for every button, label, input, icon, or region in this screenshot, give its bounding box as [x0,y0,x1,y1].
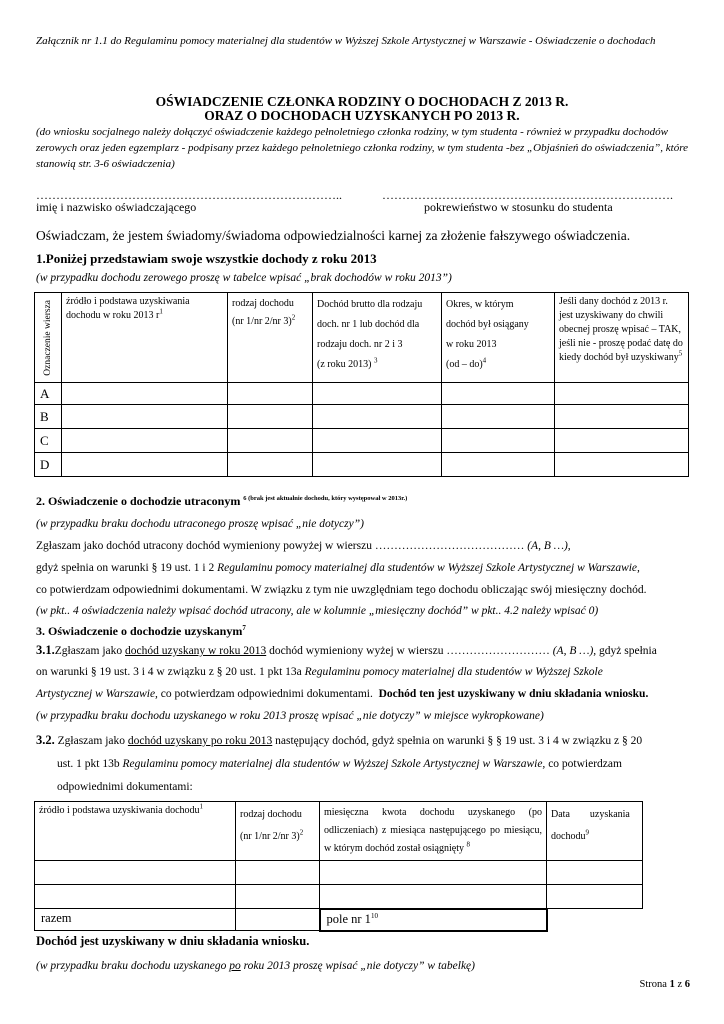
total-row [35,909,643,931]
col-date-label-2: dochodu [551,831,586,842]
table-row [35,383,689,405]
header-cell [320,802,547,861]
col-period-line4: (od – do) [446,359,483,370]
table-row [35,885,643,909]
p32-line3: odpowiednimi dokumentami: [57,781,193,793]
income-after-2013-table [34,801,643,932]
p32-regulation-ref: Regulaminu pomocy materialnej dla studentów w Wyższej Szkole Artystycznej w Warszawie, [122,758,546,770]
p32-line1 [36,733,642,748]
cell-period-d[interactable] [442,453,555,477]
cell-gross-b[interactable] [313,405,442,429]
cell-monthly-2[interactable] [320,885,547,909]
table-header-row [35,802,643,861]
section3-heading: 3. Oświadczenie o dochodzie uzyskanym [36,624,243,638]
p31-regulation-ref-end: Artystycznej w Warszawie, [36,688,158,700]
final-note: (w przypadku braku dochodu uzyskanego po roku 2013 proszę wpisać „nie dotyczy” w tabelkę) [36,960,475,972]
section3-footnote: 7 [242,624,246,633]
row-label-d: D [35,453,62,477]
cell-date-1[interactable] [547,861,643,885]
footnote-ref: 10 [370,911,378,920]
cell-type-1[interactable] [236,861,320,885]
final-note-u: po [229,960,241,972]
cell-source-d[interactable] [62,453,228,477]
declaration: Oświadczam, że jestem świadomy/świadoma odpowiedzialności karnej za złożenie fałszywego oświadczenia. [36,228,631,243]
footnote-ref: 8 [466,840,470,849]
section2-row-ref: (A, B …), [527,540,571,552]
header-cell [555,293,689,383]
footnote-ref: 9 [585,828,589,837]
section2-heading: 2. Oświadczenie o dochodzie utraconym [36,494,241,508]
footnote-ref: 1 [159,307,163,316]
header-cell [35,802,236,861]
col-gross-line3: rodzaju doch. nr 2 i 3 [317,339,403,350]
header-cell [228,293,313,383]
page-current: 1 [669,979,675,990]
footnote-ref: 1 [199,802,204,811]
p31-text-a: Zgłaszam jako [54,645,123,657]
p32-number: 3.2. [36,733,55,747]
cell-source-b[interactable] [62,405,228,429]
section1-note: (w przypadku dochodu zerowego proszę w tabelce wpisać „brak dochodów w roku 2013”) [36,272,452,284]
table-header-row [35,293,689,383]
p31-number: 3.1. [36,643,55,657]
p31-text-b: dochód wymieniony wyżej w wierszu ……………………… [269,645,550,657]
cell-gross-c[interactable] [313,429,442,453]
title-line-1: OŚWIADCZENIE CZŁONKA RODZINY O DOCHODACH Z 2013 R. [155,94,569,109]
cell-source-1[interactable] [35,861,236,885]
section2-note2: (w pkt.. 4 oświadczenia należy wpisać dochód utracony, ale w kolumnie „miesięczny dochód” w pkt.. 4.2 należy wpisać 0) [36,605,599,617]
row-label-b: B [35,405,62,429]
subtitle: (do wniosku socjalnego należy dołączyć oświadczenie każdego pełnoletniego członka rodziny, w tym studenta - również w przypadku dochodów zerowych oraz jeden egzemplarz - podpisany przez każdego pełnoletniego członka rodziny, w tym studenta -bez „Objaśnień do oświadczenia”, które stanowią str. 3-6 oświadczenia) [36,126,688,170]
section2-heading-block [36,494,407,509]
footnote-ref: 5 [678,349,683,358]
section2-footnote: 6 (brak jest aktualnie dochodu, który występował w 2013r.) [243,495,408,503]
footnote-ref: 4 [482,356,487,365]
name-dotted-field[interactable]: ………………………………………………………………….. [36,188,342,202]
relation-label: pokrewieństwo w stosunku do studenta [424,200,613,214]
final-bold-statement: Dochód jest uzyskiwany w dniu składania wniosku. [36,934,310,948]
row-label-c: C [35,429,62,453]
cell-gross-d[interactable] [313,453,442,477]
cell-source-c[interactable] [62,429,228,453]
table-row [35,429,689,453]
cell-current-d[interactable] [555,453,689,477]
col-monthly-label: miesięczna kwota dochodu uzyskanego (po odliczeniach) z miesiąca następującego po miesiącu, w którym dochód został osiągnięty [324,807,542,854]
footnote-ref: 2 [291,313,296,322]
cell-date-2[interactable] [547,885,643,909]
section3-heading-block [36,624,246,639]
p32-line2 [57,757,622,771]
col-gross-line2: doch. nr 1 lub dochód dla [317,319,420,330]
col-source-label: źródło i podstawa uzyskiwania dochodu w roku 2013 r [66,296,190,321]
cell-type-b[interactable] [228,405,313,429]
section1-heading: 1.Poniżej przedstawiam swoje wszystkie dochody z roku 2013 [36,251,377,266]
cell-total-type [236,909,320,931]
p31-line3-text: co potwierdzam odpowiednimi dokumentami. [160,688,373,700]
col-type-options: (nr 1/nr 2/nr 3) [240,831,300,842]
col-gross-line4: (z roku 2013) [317,359,372,370]
section2-line1 [36,539,571,553]
cell-type-d[interactable] [228,453,313,477]
cell-current-a[interactable] [555,383,689,405]
header-cell [313,293,442,383]
cell-period-b[interactable] [442,405,555,429]
col-period-line1: Okres, w którym [446,299,514,310]
income-2013-table [34,292,689,477]
col-period-line3: w roku 2013 [446,339,497,350]
page-word: Strona [639,979,667,990]
page-number [640,979,690,990]
section2-line1-text: Zgłaszam jako dochód utracony dochód wymieniony powyżej w wierszu ………………………………… [36,540,525,552]
section2-note: (w przypadku braku dochodu utraconego proszę wpisać „nie dotyczy”) [36,518,364,530]
p32-text-a: Zgłaszam jako [57,735,126,747]
p32-line2-text: ust. 1 pkt 13b [57,758,120,770]
p31-text-d: gdyż spełnia [599,645,657,657]
table-row [35,453,689,477]
total-label: razem [35,909,236,931]
p32-underlined: dochód uzyskany po roku 2013 [127,735,273,747]
header-cell [547,802,643,861]
p31-bold-statement: Dochód ten jest uzyskiwany w dniu składania wniosku. [378,688,649,700]
row-label-a: A [35,383,62,405]
table-row [35,861,643,885]
footnote-ref: 3 [373,356,378,365]
cell-source-2[interactable] [35,885,236,909]
col-period-line2: dochód był osiągany [446,319,529,330]
p31-line2 [36,665,603,679]
final-note-a: w przypadku braku dochodu uzyskanego [39,960,227,972]
cell-period-a[interactable] [442,383,555,405]
cell-source-a[interactable] [62,383,228,405]
col-type-options: (nr 1/nr 2/nr 3) [232,316,292,327]
annex-header: Załącznik nr 1.1 do Regulaminu pomocy materialnej dla studentów w Wyższej Szkole Artystycznej w Warszawie - Oświadczenie o dochodach [36,35,656,47]
col-current-label: Jeśli dany dochód z 2013 r. jest uzyskiwany do chwili obecnej proszę wpisać – TAK, jeśli nie - proszę podać datę do kiedy dochód był uzyskiwany [559,296,683,363]
cell-type-c[interactable] [228,429,313,453]
section2-line3: co potwierdzam odpowiednimi dokumentami. W związku z tym nie uwzględniam tego dochodu obliczając swój miesięczny dochód. [36,584,647,596]
page-total: 6 [684,979,690,990]
p31-line3 [36,687,648,701]
p31-note: (w przypadku braku dochodu uzyskanego w roku 2013 proszę wpisać „nie dotyczy” w miejsce wykropkowane) [36,710,544,722]
page-of: z [677,979,683,990]
col-source-label: źródło i podstawa uzyskiwania dochodu [39,805,200,816]
cell-gross-a[interactable] [313,383,442,405]
final-note-b: roku 2013 proszę wpisać „nie dotyczy” w tabelkę) [243,960,475,972]
header-cell [35,293,62,383]
section2-line2 [36,561,640,575]
cell-monthly-1[interactable] [320,861,547,885]
p31-underlined: dochód uzyskany w roku 2013 [125,645,267,657]
header-cell [442,293,555,383]
header-cell [62,293,228,383]
field-1-label: pole nr 1 [326,911,371,926]
relation-dotted-field[interactable]: ………………………………………………………………. [382,188,673,202]
p32-line2-end: co potwierdzam [548,758,622,770]
cell-period-c[interactable] [442,429,555,453]
cell-type-a[interactable] [228,383,313,405]
title-line-2: ORAZ O DOCHODACH UZYSKANYCH PO 2013 R. [204,108,520,123]
col-type-label: rodzaj dochodu [240,809,302,820]
section2-line2-text: gdyż spełnia on warunki § 19 ust. 1 i 2 [36,562,215,574]
col-gross-line1: Dochód brutto dla rodzaju [317,299,423,310]
cell-current-c[interactable] [555,429,689,453]
p32-text-b: następujący dochód, gdyż spełnia on warunki § § 19 ust. 3 i 4 w związku z § 20 [275,735,643,747]
cell-current-b[interactable] [555,405,689,429]
name-label: imię i nazwisko oświadczającego [36,200,197,214]
col-type-label: rodzaj dochodu [232,298,294,309]
cell-type-2[interactable] [236,885,320,909]
table-row [35,405,689,429]
p31-regulation-ref: Regulaminu pomocy materialnej dla studentów w Wyższej Szkole [304,666,603,678]
header-cell [236,802,320,861]
empty-cell [547,909,643,931]
p31-row-ref: (A, B …), [552,645,597,657]
col-row-label: Oznaczenie wiersza [42,299,53,376]
p31-line1 [36,643,688,658]
footnote-ref: 2 [299,828,304,837]
p31-line2-text: on warunki § 19 ust. 3 i 4 w związku z § 20 ust. 1 pkt 13a [36,666,302,678]
col-date-label: Data uzyskania [551,809,630,820]
section2-regulation-ref: Regulaminu pomocy materialnej dla studentów w Wyższej Szkole Artystycznej w Warszawie, [217,562,640,574]
field-1-cell[interactable] [320,909,547,931]
